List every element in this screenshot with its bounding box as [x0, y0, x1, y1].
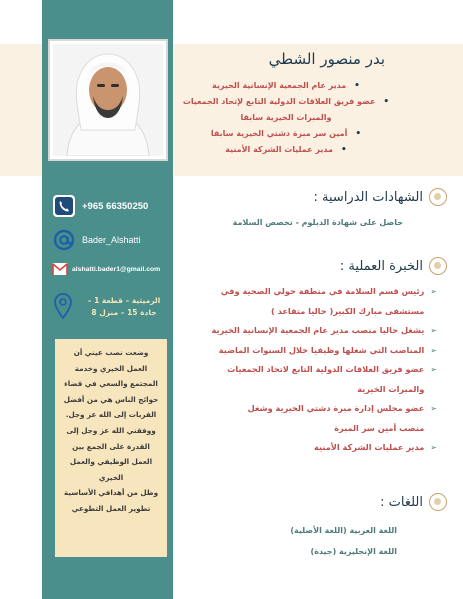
contact-handle — [52, 228, 172, 252]
person-avatar-icon — [53, 44, 163, 156]
mail-icon — [52, 262, 68, 276]
bullet-icon: • — [355, 129, 362, 139]
section-circle-icon — [429, 493, 447, 511]
role-item — [171, 78, 401, 94]
about-line: حوائج الناس هي من أفضل — [63, 394, 159, 404]
role-text: أمين سر مبرة دشتي الخيرية سابقا — [210, 129, 348, 138]
role-text: عضو فريق العلاقات الدولية التابع لإتحاد الجمعيات والمبرات الخيرية سابقا — [182, 97, 376, 122]
experience-item — [177, 399, 437, 438]
arrow-bullet-icon: ➢ — [430, 443, 437, 452]
bullet-icon: • — [383, 97, 390, 107]
experience-text: المناصب التي شغلها وظيفيا خلال السنوات الماضية — [218, 344, 425, 355]
bullet-icon: • — [354, 81, 360, 91]
roles-list — [171, 78, 401, 158]
role-item — [171, 126, 401, 142]
arrow-bullet-icon: ➢ — [430, 365, 437, 374]
experience-item — [177, 360, 437, 399]
address-line: جادة 15 – منزل 8 — [91, 308, 157, 317]
phone-number: +965 66350250 — [82, 200, 149, 212]
about-line: القدرة على الجمع بين — [72, 441, 150, 451]
experience-text: يشغل حاليا منصب مدير عام الجمعية الإنسانية الخيرية — [211, 325, 425, 335]
phone-icon — [52, 194, 76, 218]
profile-photo — [53, 44, 163, 156]
experience-text: مدير عمليات الشركة الأمنية — [314, 442, 425, 452]
person-name: بدر منصور الشطي — [268, 50, 385, 68]
about-line: المجتمع والسعي في قضاء — [64, 379, 158, 389]
contact-address — [52, 291, 170, 325]
section-title: الشهادات الدراسية : — [313, 189, 423, 205]
language-item: اللغة الإنجليزية (جيدة) — [310, 547, 397, 556]
experience-item — [177, 438, 437, 458]
about-line: وظل من أهدافي الأساسية — [63, 488, 159, 498]
contact-phone — [52, 194, 172, 218]
section-education-header — [314, 188, 447, 206]
arrow-bullet-icon: ➢ — [430, 404, 437, 413]
location-pin-icon — [54, 293, 72, 319]
about-line: تطوير العمل التطوعي — [71, 503, 151, 513]
social-handle: Bader_Alshatti — [82, 235, 141, 245]
arrow-bullet-icon: ➢ — [430, 345, 437, 355]
about-line: الخيري — [98, 472, 124, 482]
education-text: حاصل على شهادة الدبلوم - تخصص السلامة — [232, 218, 403, 227]
at-sign-icon — [52, 228, 76, 252]
about-line: ووفقني الله عز وجل إلى — [66, 425, 156, 435]
contact-email — [52, 262, 172, 276]
arrow-bullet-icon: ➢ — [430, 287, 437, 296]
experience-list — [177, 282, 437, 458]
about-line: العمل الخيري وخدمة — [74, 363, 148, 373]
experience-text: عضو مجلس إدارة مبرة دشتي الخيرية وشغل منصب أمين سر المبرة — [247, 403, 425, 433]
experience-text: رئيس قسم السلامة في منطقة حولي الصحية وفي مستشفى مبارك الكبير( حاليا متقاعد ) — [220, 286, 425, 316]
section-circle-icon — [429, 257, 447, 275]
experience-item — [177, 341, 437, 361]
experience-item — [177, 321, 437, 341]
email-address: alshatti.bader1@gmail.com — [72, 265, 161, 273]
experience-text: عضو فريق العلاقات الدولية التابع لاتحاد الجمعيات والمبرات الخيرية — [227, 364, 425, 394]
about-line: وضعت نصب عيني أن — [73, 348, 149, 357]
arrow-bullet-icon: ➢ — [430, 326, 437, 335]
bullet-icon: • — [340, 145, 347, 155]
section-languages-header — [380, 493, 447, 511]
role-text: مدير عام الجمعية الإنسانية الخيرية — [212, 81, 347, 90]
about-box — [55, 339, 167, 557]
experience-item — [177, 282, 437, 321]
section-title: اللغات : — [380, 494, 423, 510]
address-line: الرميثية – قطعة 1 – — [87, 296, 161, 305]
role-item — [171, 94, 401, 126]
role-text: مدير عمليات الشركة الأمنية — [225, 145, 333, 154]
language-item: اللغة العربية (اللغة الأصلية) — [290, 526, 397, 535]
role-item — [171, 142, 401, 158]
section-circle-icon — [429, 188, 447, 206]
address-text — [82, 295, 166, 319]
about-line: القربات إلى الله عز وجل. — [65, 410, 157, 420]
section-experience-header — [340, 257, 447, 275]
profile-photo-frame — [48, 39, 168, 161]
about-line: العمل الوظيفي والعمل — [69, 457, 153, 467]
section-title: الخبرة العملية : — [339, 258, 423, 274]
